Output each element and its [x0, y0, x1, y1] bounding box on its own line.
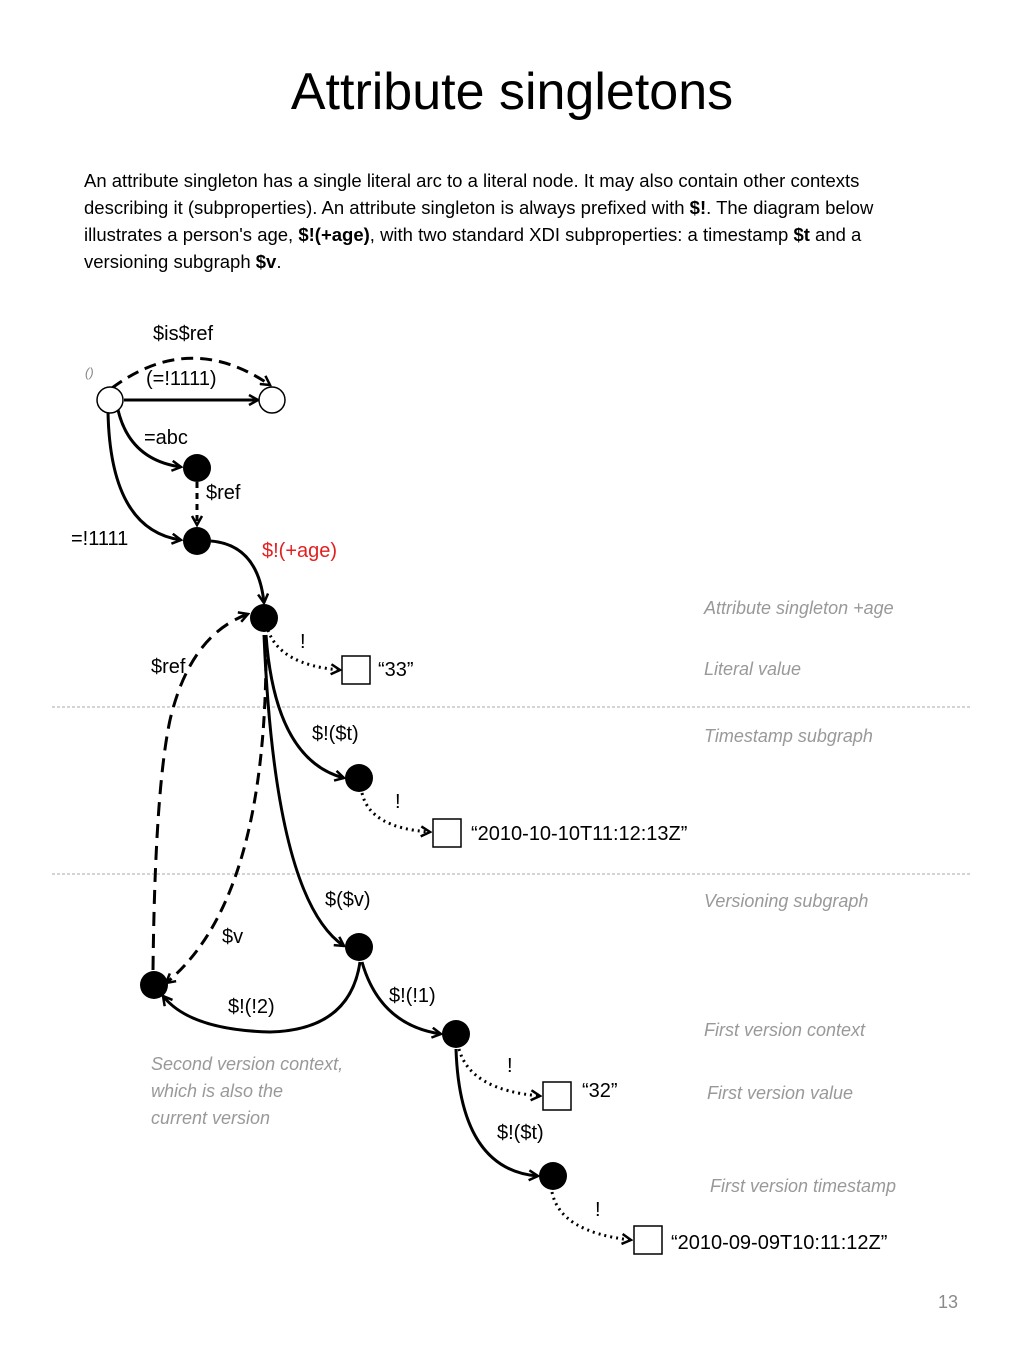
annotation-first-version-context: First version context: [704, 1020, 866, 1040]
annotation-first-version-value: First version value: [707, 1083, 854, 1103]
intro-bold-2: $!(+age): [298, 224, 370, 245]
intro-text-2: . The diagram below illustrates a person's age,: [84, 197, 874, 245]
literal-arc-32: [459, 1049, 540, 1096]
literal-bang-label: !: [507, 1055, 513, 1077]
intro-text-1: An attribute singleton has a single literal arc to a literal node. It may also contain other contexts describing it (subproperties). An attribute singleton is always prefixed with: [84, 170, 860, 218]
person-node: [183, 527, 211, 555]
root-context-label: (=!1111): [146, 368, 217, 390]
first-version-timestamp-node: [539, 1162, 567, 1190]
literal-arc-version-timestamp: [552, 1192, 631, 1240]
annotation-second-version-line-3: current version: [151, 1108, 271, 1128]
literal-box-33: [342, 656, 370, 684]
abc-label: =abc: [144, 427, 188, 449]
slide-title: Attribute singletons: [290, 63, 734, 121]
version-timestamp-label: $!($t): [497, 1122, 544, 1144]
eq-1111-label: =!1111: [71, 528, 129, 550]
annotation-versioning-subgraph: Versioning subgraph: [704, 891, 869, 911]
annotation-first-version-timestamp: First version timestamp: [710, 1176, 897, 1196]
literal-bang-label: !: [395, 791, 401, 813]
literal-box-timestamp: [433, 819, 461, 847]
versioning-label: $($v): [325, 889, 371, 911]
page-number: 13: [937, 1292, 958, 1312]
version-2-label: $!(!2): [228, 996, 275, 1018]
intro-text-5: .: [276, 251, 282, 272]
timestamp-node: [345, 764, 373, 792]
annotation-literal-value: Literal value: [704, 659, 802, 679]
age-singleton-node: [250, 604, 278, 632]
version-1-label: $!(!1): [389, 985, 436, 1007]
intro-text-3: , with two standard XDI subproperties: a timestamp: [369, 224, 794, 245]
intro-bold-3: $t: [793, 224, 810, 245]
v-label: $v: [222, 926, 244, 948]
annotation-second-version-line-2: which is also the: [151, 1081, 284, 1101]
ref-back-label: $ref: [151, 656, 186, 678]
root-node: [97, 387, 123, 413]
intro-bold-1: $!: [689, 197, 707, 218]
versioning-node: [345, 933, 373, 961]
intro-text-4: and a versioning subgraph: [84, 224, 862, 272]
age-label: $!(+age): [262, 540, 338, 562]
abc-node: [183, 454, 211, 482]
annotation-second-version-line-1: Second version context,: [151, 1054, 344, 1074]
intro-bold-4: $v: [255, 251, 277, 272]
version-timestamp-arc: [456, 1049, 538, 1176]
literal-box-32: [543, 1082, 571, 1110]
literal-value-32: “32”: [582, 1080, 618, 1102]
literal-bang-label: !: [300, 631, 306, 653]
is-ref-label: $is$ref: [153, 323, 214, 345]
age-arc: [211, 541, 264, 603]
first-version-node: [442, 1020, 470, 1048]
root-node-label: (): [85, 365, 94, 380]
timestamp-label: $!($t): [312, 723, 359, 745]
annotation-timestamp-subgraph: Timestamp subgraph: [704, 726, 873, 746]
peer-root-node: [259, 387, 285, 413]
ref-label: $ref: [206, 482, 241, 504]
literal-bang-label: !: [595, 1199, 601, 1221]
literal-box-version-timestamp: [634, 1226, 662, 1254]
literal-value-33: “33”: [378, 659, 414, 681]
v-arc: [166, 640, 266, 983]
second-version-node: [140, 971, 168, 999]
annotation-attribute-singleton: Attribute singleton +age: [704, 598, 894, 618]
literal-value-timestamp: “2010-10-10T11:12:13Z”: [471, 823, 688, 845]
literal-value-version-timestamp: “2010-09-09T10:11:12Z”: [671, 1232, 888, 1254]
